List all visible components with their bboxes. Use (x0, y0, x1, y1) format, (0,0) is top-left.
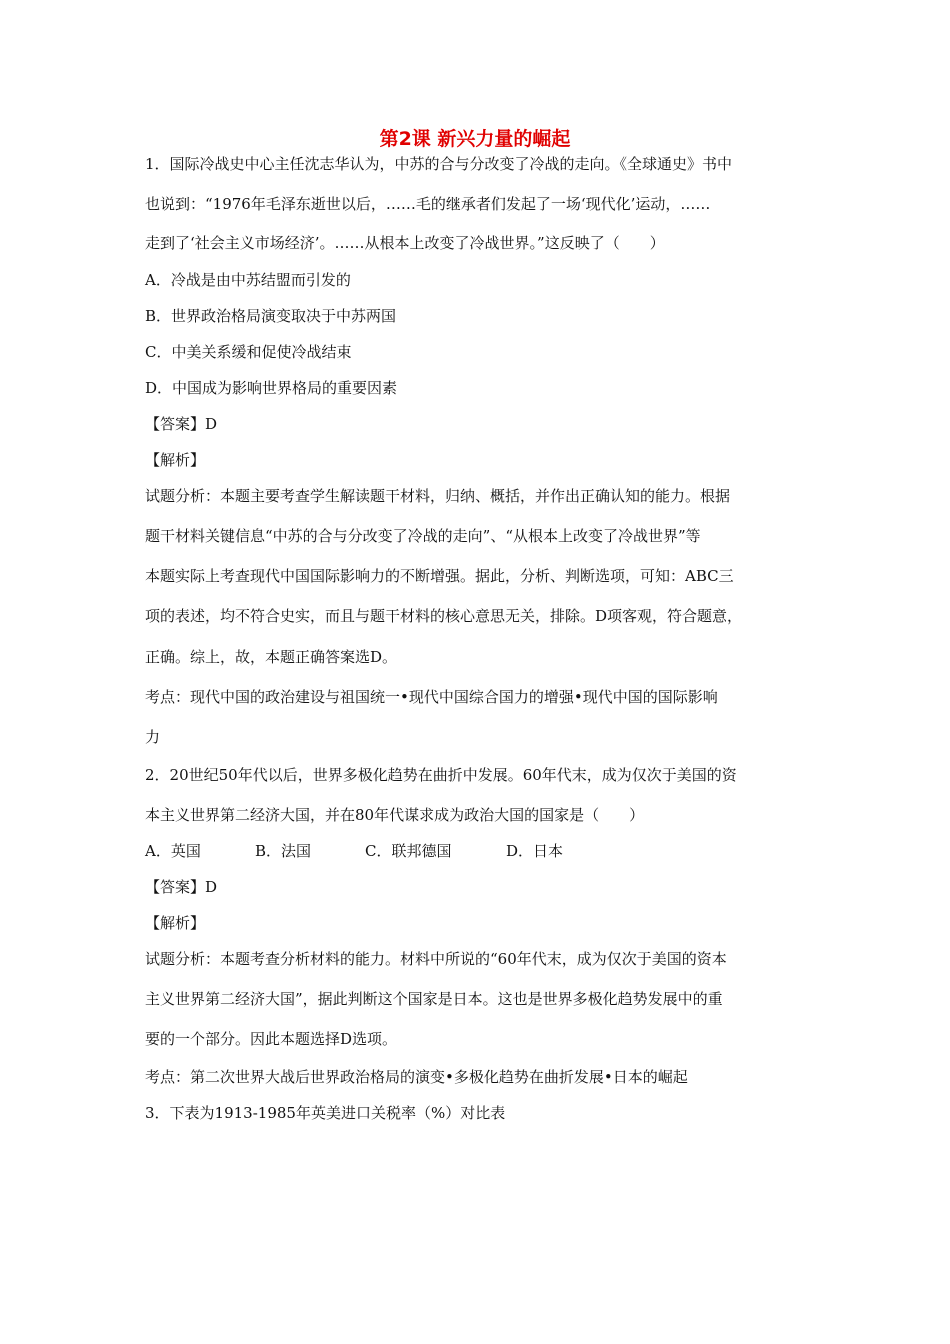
q2-option-d: D．日本 (506, 842, 564, 860)
q2-answer: 【答案】D (145, 878, 218, 896)
q2-option-c: C．联邦德国 (365, 842, 452, 860)
q1-analysis-label: 【解析】 (145, 451, 206, 469)
q2-analysis-line-2: 主义世界第二经济大国”，据此判断这个国家是日本。这也是世界多极化趋势发展中的重 (145, 990, 723, 1008)
q1-answer: 【答案】D (145, 415, 218, 433)
q1-stem-line-3: 走到了‘社会主义市场经济’。……从根本上改变了冷战世界。”这反映了（ ） (145, 234, 665, 252)
q1-kaodian-line-2: 力 (145, 728, 161, 746)
q2-analysis-line-3: 要的一个部分。因此本题选择D选项。 (145, 1030, 398, 1048)
q2-option-a: A．英国 (145, 842, 201, 860)
q1-analysis-line-3: 本题实际上考查现代中国国际影响力的不断增强。据此，分析、判断选项，可知：ABC三 (145, 567, 734, 585)
q2-stem-line-1: 2．20世纪50年代以后，世界多极化趋势在曲折中发展。60年代末，成为仅次于美国的资 (145, 766, 737, 784)
q1-option-d: D．中国成为影响世界格局的重要因素 (145, 379, 398, 397)
q2-option-b: B．法国 (255, 842, 312, 860)
q1-stem-line-2: 也说到：“1976年毛泽东逝世以后，……毛的继承者们发起了一场‘现代化’运动，…… (145, 195, 711, 213)
q2-options-row (145, 841, 563, 861)
q1-option-c: C．中美关系缓和促使冷战结束 (145, 343, 352, 361)
q1-analysis-line-5: 正确。综上，故，本题正确答案选D。 (145, 648, 398, 666)
q3-stem: 3．下表为1913-1985年英美进口关税率（%）对比表 (145, 1104, 506, 1122)
q1-analysis-line-4: 项的表述，均不符合史实，而且与题干材料的核心意思无关，排除。D项客观，符合题意， (145, 607, 743, 625)
q1-stem-line-1: 1．国际冷战史中心主任沈志华认为，中苏的合与分改变了冷战的走向。《全球通史》书中 (145, 155, 733, 173)
q2-analysis-label: 【解析】 (145, 914, 206, 932)
q1-analysis-line-2: 题干材料关键信息“中苏的合与分改变了冷战的走向”、“从根本上改变了冷战世界”等 (145, 527, 701, 545)
q1-analysis-line-1: 试题分析：本题主要考查学生解读题干材料，归纳、概括，并作出正确认知的能力。根据 (145, 487, 731, 505)
lesson-title: 第2课 新兴力量的崛起 (379, 128, 571, 150)
q1-kaodian-line-1: 考点：现代中国的政治建设与祖国统一•现代中国综合国力的增强•现代中国的国际影响 (145, 688, 718, 706)
q2-kaodian: 考点：第二次世界大战后世界政治格局的演变•多极化趋势在曲折发展•日本的崛起 (145, 1068, 688, 1086)
q2-stem-line-2: 本主义世界第二经济大国，并在80年代谋求成为政治大国的国家是（ ） (145, 806, 645, 824)
q1-option-b: B．世界政治格局演变取决于中苏两国 (145, 307, 397, 325)
q1-option-a: A．冷战是由中苏结盟而引发的 (145, 271, 351, 289)
q2-analysis-line-1: 试题分析：本题考查分析材料的能力。材料中所说的“60年代末，成为仅次于美国的资本 (145, 950, 727, 968)
